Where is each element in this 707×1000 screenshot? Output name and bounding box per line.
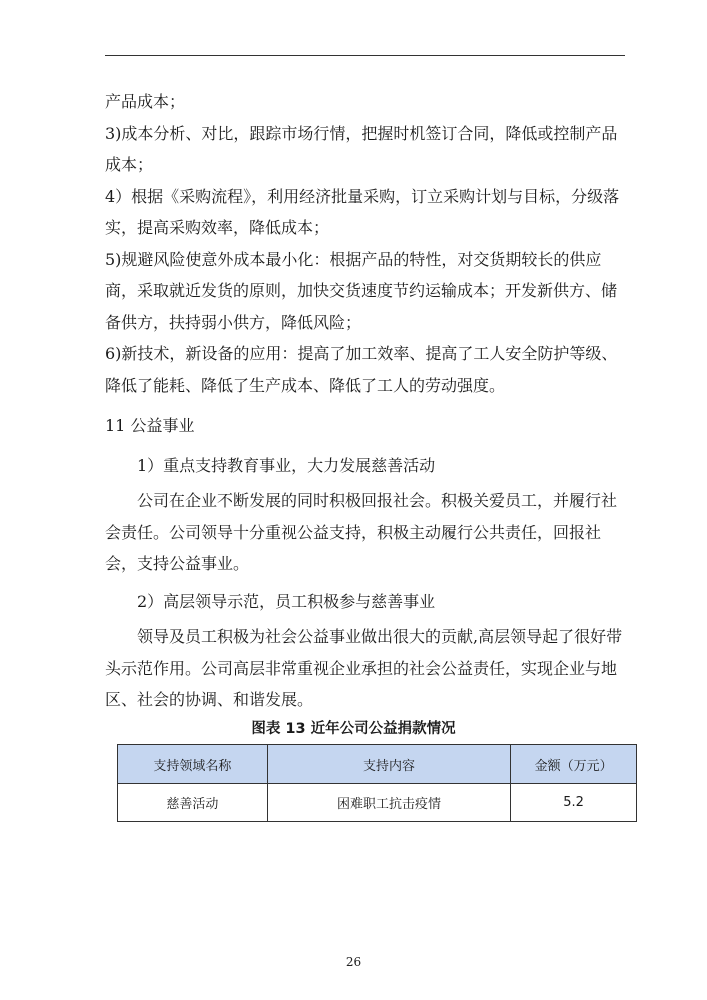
table-row <box>118 784 637 822</box>
paragraph-procurement-process: 4）根据《采购流程》，利用经济批量采购，订立采购计划与目标，分级落实，提高采购效率，降低成本； <box>105 186 620 237</box>
table-header-row <box>118 745 637 784</box>
page-number: 26 <box>345 955 362 969</box>
column-header-amount: 金额（万元） <box>511 745 637 784</box>
cell-content: 困难职工抗击疫情 <box>267 784 511 822</box>
cell-field: 慈善活动 <box>118 784 268 822</box>
header-rule <box>105 55 625 56</box>
paragraph-leadership-contribution: 领导及员工积极为社会公益事业做出很大的贡献,高层领导起了很好带头示范作用。公司高层非常重视企业承担的社会公益责任，实现企业与地区、社会的协调、和谐发展。 <box>105 627 623 709</box>
document-body <box>105 86 627 716</box>
column-header-content: 支持内容 <box>267 745 511 784</box>
subheading-education-charity: 1）重点支持教育事业，大力发展慈善活动 <box>137 455 436 475</box>
subheading-leadership-example: 2）高层领导示范，员工积极参与慈善事业 <box>137 591 436 611</box>
table-caption: 图表 13 近年公司公益捐款情况 <box>251 721 456 737</box>
section-heading: 11 公益事业 <box>105 416 195 435</box>
cell-amount: 5.2 <box>511 784 637 822</box>
paragraph-social-responsibility: 公司在企业不断发展的同时积极回报社会。积极关爱员工，并履行社会责任。公司领导十分重视公益支持，积极主动履行公共责任，回报社会，支持公益事业。 <box>105 491 618 573</box>
paragraph-risk-avoidance: 5)规避风险使意外成本最小化：根据产品的特性，对交货期较长的供应商，采取就近发货的原则，加快交货速度节约运输成本；开发新供方、储备供方，扶持弱小供方，降低风险； <box>105 249 618 332</box>
donation-table <box>117 744 637 822</box>
paragraph-new-technology: 6)新技术，新设备的应用：提高了加工效率、提高了工人安全防护等级、降低了能耗、降低了生产成本、降低了工人的劳动强度。 <box>105 344 618 395</box>
column-header-field: 支持领域名称 <box>118 745 268 784</box>
paragraph-cost-analysis: 3)成本分析、对比，跟踪市场行情，把握时机签订合同，降低或控制产品成本； <box>105 123 618 174</box>
paragraph-product-cost-continued: 产品成本； <box>105 92 186 111</box>
